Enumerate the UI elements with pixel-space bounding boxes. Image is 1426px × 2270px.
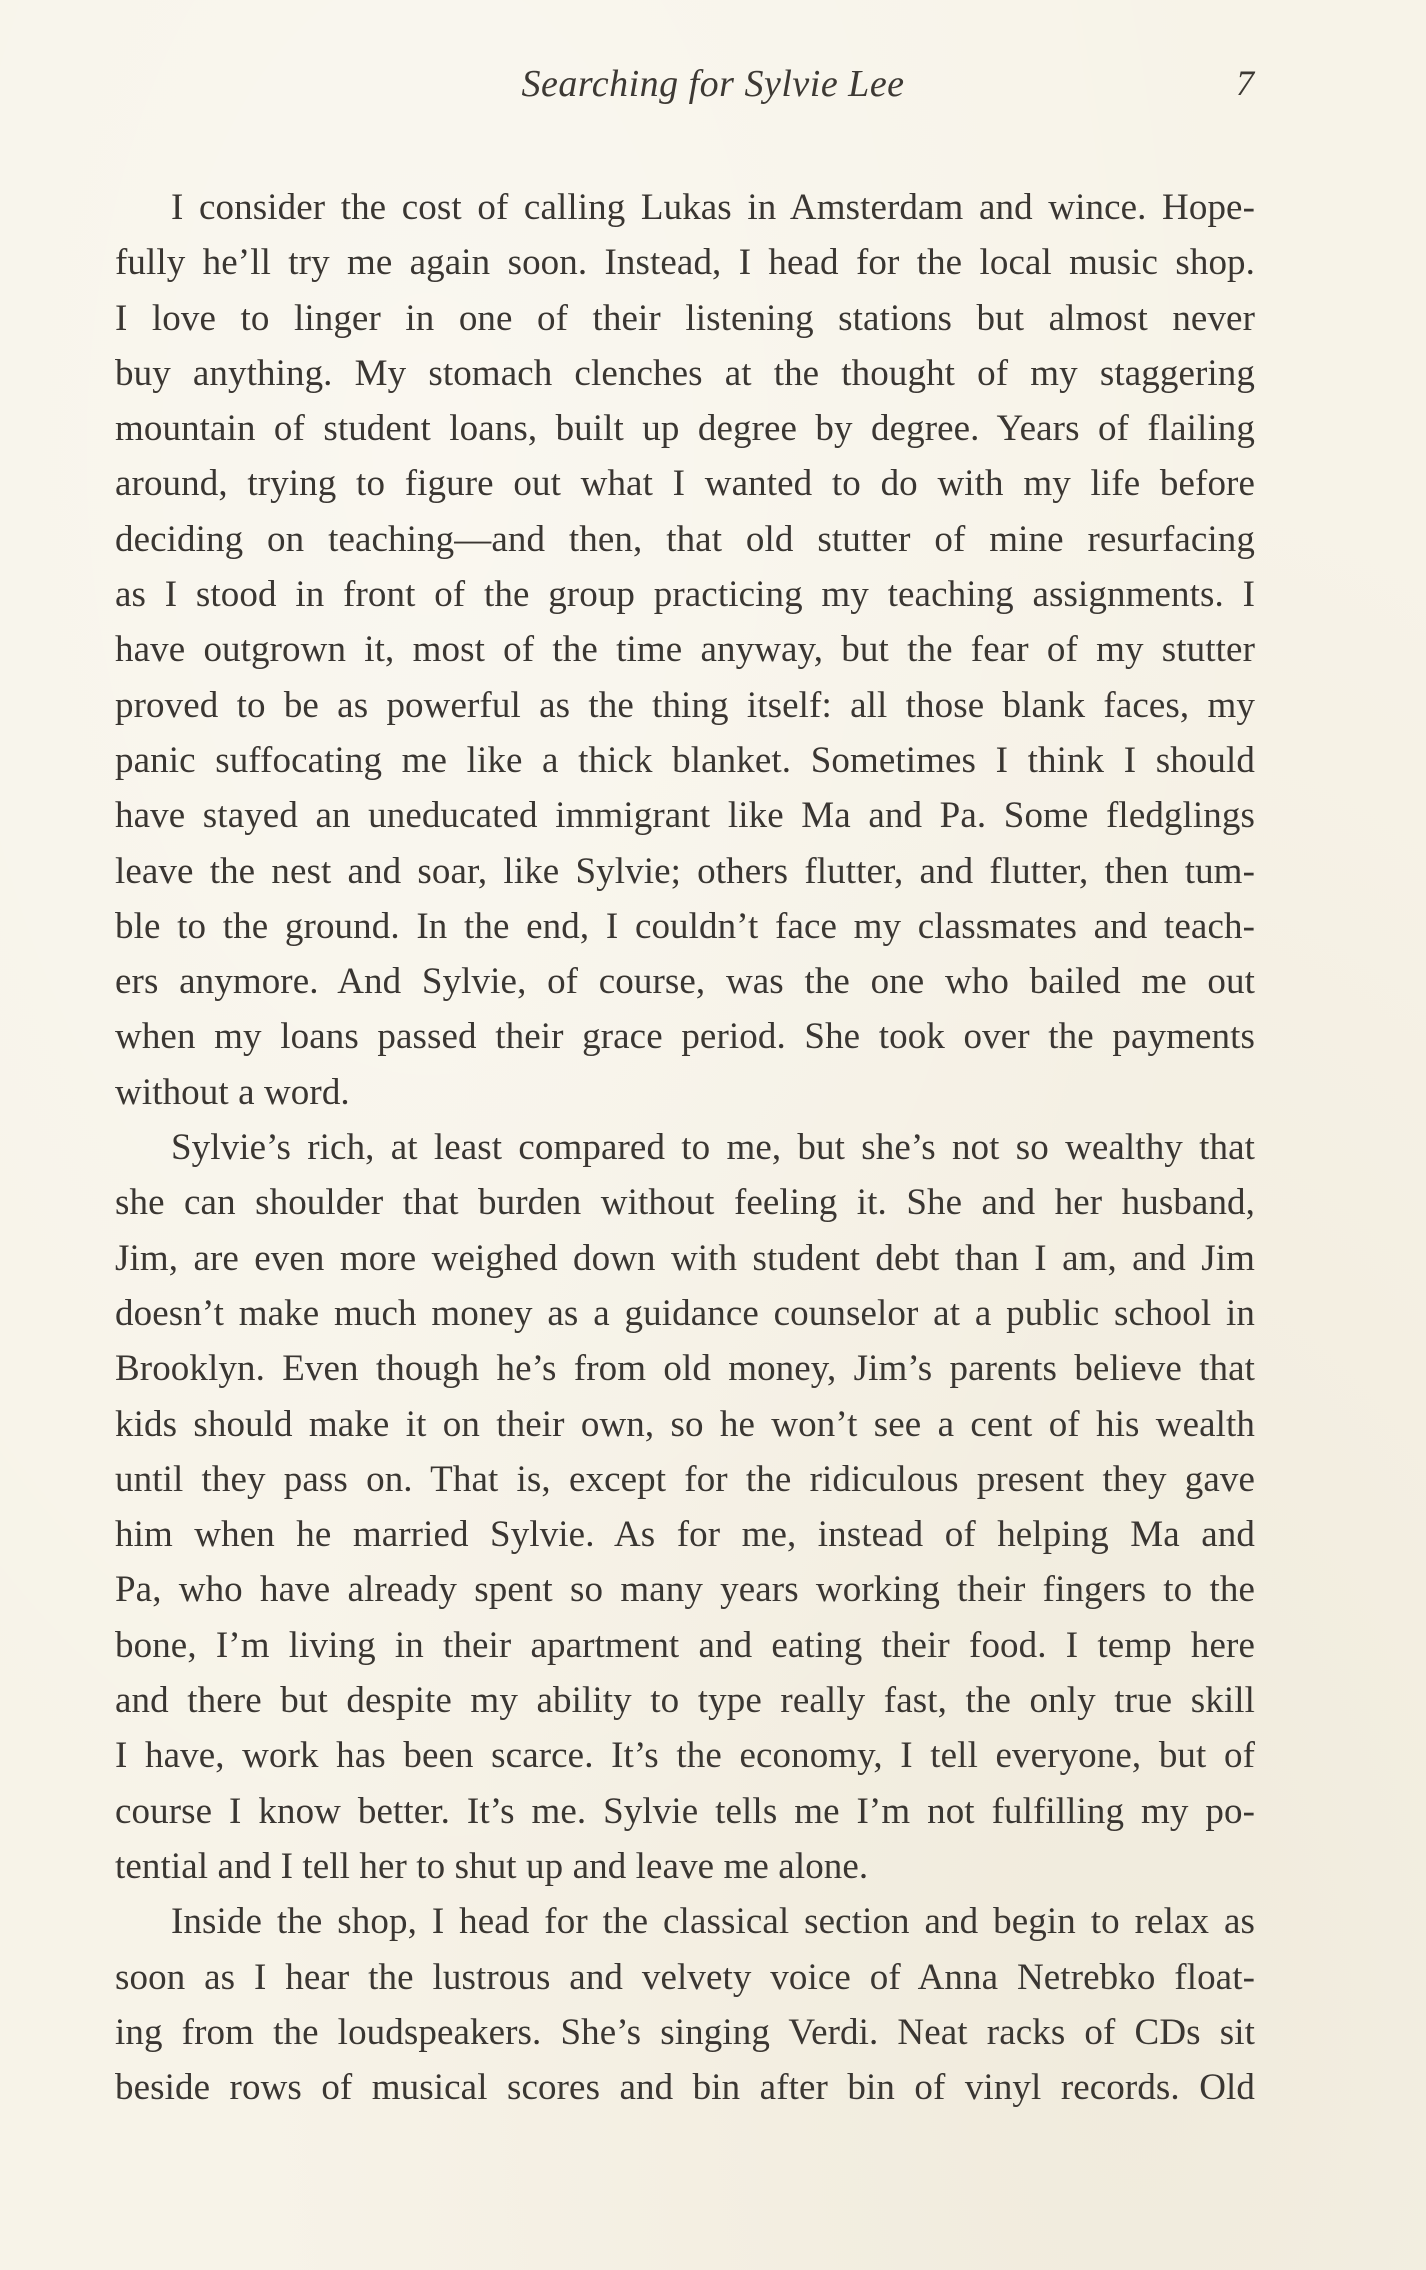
text-line: tential and I tell her to shut up and leave me alone. (115, 1845, 869, 1887)
text-line: Brooklyn. Even though he’s from old money, Jim’s parents believe that (115, 1348, 1255, 1390)
text-line: proved to be as powerful as the thing itself: all those blank faces, my (115, 684, 1255, 726)
text-line: Jim, are even more weighed down with student debt than I am, and Jim (115, 1237, 1255, 1279)
paragraph-3 (115, 1894, 1255, 2115)
text-line: and there but despite my ability to type really fast, the only true skill (115, 1680, 1255, 1722)
running-title: Searching for Sylvie Lee (521, 63, 905, 105)
text-line: soon as I hear the lustrous and velvety voice of Anna Netrebko float- (115, 1956, 1255, 1998)
paragraph-2 (115, 1120, 1255, 1894)
text-line: him when he married Sylvie. As for me, instead of helping Ma and (115, 1514, 1255, 1556)
text-line: she can shoulder that burden without feeling it. She and her husband, (115, 1182, 1255, 1224)
body-text (115, 180, 1255, 2115)
text-line: Sylvie’s rich, at least compared to me, but she’s not so wealthy that (171, 1127, 1255, 1169)
text-line: leave the nest and soar, like Sylvie; others flutter, and flutter, then tum- (115, 850, 1255, 892)
text-line: deciding on teaching—and then, that old stutter of mine resurfacing (115, 518, 1255, 560)
text-line: ble to the ground. In the end, I couldn’t face my classmates and teach- (115, 905, 1255, 947)
text-line: have stayed an uneducated immigrant like Ma and Pa. Some fledglings (115, 795, 1255, 837)
text-line: buy anything. My stomach clenches at the thought of my staggering (115, 352, 1255, 394)
text-line: when my loans passed their grace period. She took over the payments (115, 1016, 1255, 1058)
text-line: Inside the shop, I head for the classical section and begin to relax as (171, 1901, 1255, 1943)
text-line: bone, I’m living in their apartment and eating their food. I temp here (115, 1624, 1255, 1666)
page-number: 7 (1236, 63, 1254, 103)
text-line: panic suffocating me like a thick blanket. Sometimes I think I should (115, 739, 1255, 781)
text-line: as I stood in front of the group practicing my teaching assignments. I (115, 574, 1255, 616)
text-line: around, trying to figure out what I wanted to do with my life before (115, 463, 1255, 505)
text-line: I have, work has been scarce. It’s the economy, I tell everyone, but of (115, 1735, 1255, 1777)
text-line: doesn’t make much money as a guidance counselor at a public school in (115, 1292, 1255, 1334)
text-line: have outgrown it, most of the time anyway, but the fear of my stutter (115, 629, 1255, 671)
text-line: without a word. (115, 1071, 350, 1113)
text-line: I love to linger in one of their listening stations but almost never (115, 297, 1255, 339)
paragraph-1 (115, 180, 1255, 1120)
running-head (0, 62, 1426, 122)
text-line: course I know better. It’s me. Sylvie tells me I’m not fulfilling my po- (115, 1790, 1255, 1832)
text-line: kids should make it on their own, so he won’t see a cent of his wealth (115, 1403, 1255, 1445)
text-line: beside rows of musical scores and bin after bin of vinyl records. Old (115, 2067, 1255, 2109)
text-line: I consider the cost of calling Lukas in Amsterdam and wince. Hope- (171, 187, 1255, 228)
text-line: fully he’ll try me again soon. Instead, I head for the local music shop. (115, 242, 1255, 284)
text-line: ers anymore. And Sylvie, of course, was the one who bailed me out (115, 961, 1255, 1003)
text-line: Pa, who have already spent so many years working their fingers to the (115, 1569, 1255, 1611)
text-line: ing from the loudspeakers. She’s singing Verdi. Neat racks of CDs sit (115, 2011, 1255, 2053)
text-line: mountain of student loans, built up degree by degree. Years of flailing (115, 408, 1255, 450)
text-line: until they pass on. That is, except for the ridiculous present they gave (115, 1458, 1255, 1500)
